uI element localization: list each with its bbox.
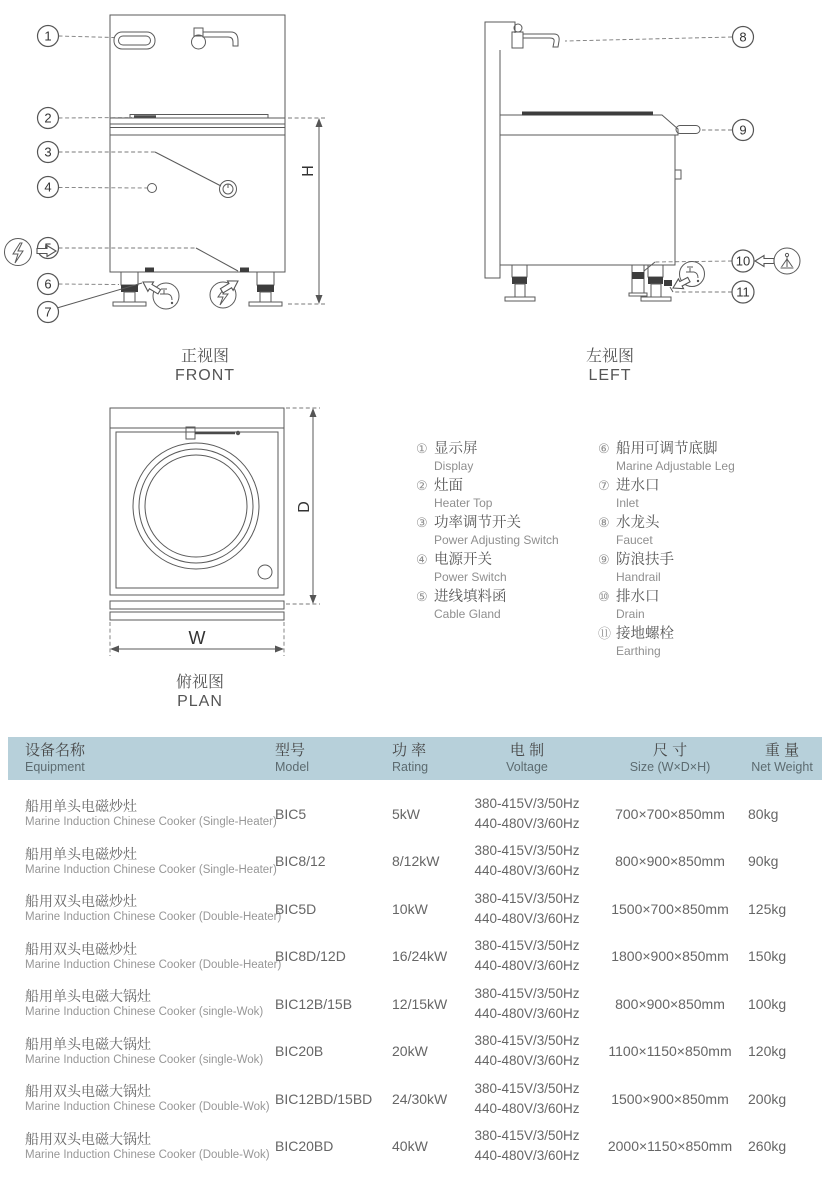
size-value: 1500×900×850mm xyxy=(611,1090,729,1107)
callout-10 xyxy=(732,250,754,272)
legend-item-power-adjusting-switch xyxy=(416,514,559,551)
callout-9 xyxy=(733,120,754,141)
table-row xyxy=(8,790,822,838)
plan-caption-en: PLAN xyxy=(177,693,223,710)
front-view-caption xyxy=(120,347,290,386)
legend-en: Inlet xyxy=(616,496,639,510)
table-row xyxy=(8,980,822,1028)
voltage-line-1: 380-415V/3/50Hz xyxy=(474,985,580,1001)
table-row xyxy=(8,838,822,886)
col-voltage-en: Voltage xyxy=(506,760,548,774)
front-legs xyxy=(113,268,282,307)
legend-zh: 接地螺栓 xyxy=(616,626,674,642)
faucet-front xyxy=(192,28,239,49)
svg-text:3: 3 xyxy=(44,144,52,160)
col-weight-zh: 重 量 xyxy=(764,742,800,759)
dim-d-label: D xyxy=(296,501,313,513)
weight-value: 90kg xyxy=(748,853,779,870)
plan-knob xyxy=(258,565,272,579)
dim-w-label: W xyxy=(188,628,206,648)
equipment-name-zh: 船用单头电磁大锅灶 xyxy=(25,988,151,1005)
voltage-line-2: 440-480V/3/60Hz xyxy=(474,863,580,879)
legend-zh: 船用可调节底脚 xyxy=(616,441,718,457)
callout-1 xyxy=(38,26,59,47)
col-voltage-zh: 电 制 xyxy=(509,742,545,759)
earthing-bolt xyxy=(664,280,672,286)
voltage-line-1: 380-415V/3/50Hz xyxy=(474,1033,580,1049)
handrail xyxy=(676,126,700,134)
equipment-name-en: Marine Induction Chinese Cooker (Single-Heater) xyxy=(25,863,277,876)
spec-table-header xyxy=(8,737,822,780)
faucet-side xyxy=(512,24,559,48)
voltage-line-2: 440-480V/3/60Hz xyxy=(474,910,580,926)
equipment-name-zh: 船用单头电磁炒灶 xyxy=(25,845,137,862)
legend-zh: 灶面 xyxy=(434,478,463,494)
col-size-zh: 尺 寸 xyxy=(652,742,688,759)
legend-en: Marine Adjustable Leg xyxy=(616,459,735,473)
weight-value: 80kg xyxy=(748,805,779,822)
legend-en: Power Adjusting Switch xyxy=(434,533,559,547)
rating-value: 24/30kW xyxy=(392,1090,448,1107)
legend-column-2 xyxy=(598,440,735,662)
height-dimension xyxy=(288,118,326,304)
weight-value: 150kg xyxy=(748,948,787,965)
callout-3 xyxy=(38,142,59,163)
plan-outline xyxy=(110,408,284,620)
legend-item-earthing xyxy=(598,625,735,662)
cable-gland-leader xyxy=(196,248,238,271)
col-model-zh: 型号 xyxy=(275,742,306,759)
col-size-en: Size (W×D×H) xyxy=(629,760,711,774)
model-value: BIC8D/12D xyxy=(275,948,346,965)
rating-value: 10kW xyxy=(392,900,428,917)
equipment-name-zh: 船用双头电磁大锅灶 xyxy=(25,1083,151,1100)
voltage-line-1: 380-415V/3/50Hz xyxy=(474,938,580,954)
front-leader-lines xyxy=(57,36,196,308)
size-value: 1500×700×850mm xyxy=(611,900,729,917)
legend-en: Cable Gland xyxy=(434,607,501,621)
svg-text:6: 6 xyxy=(44,276,52,292)
depth-dimension xyxy=(286,408,320,604)
equipment-name-zh: 船用单头电磁炒灶 xyxy=(25,798,137,815)
legend-zh: 进水口 xyxy=(616,478,660,494)
voltage-line-2: 440-480V/3/60Hz xyxy=(474,1148,580,1164)
size-value: 2000×1150×850mm xyxy=(607,1138,733,1155)
legend-item-power-switch xyxy=(416,551,559,588)
weight-value: 100kg xyxy=(748,995,787,1012)
voltage-line-2: 440-480V/3/60Hz xyxy=(474,815,580,831)
front-cooker-outline xyxy=(110,15,285,272)
equipment-name-en: Marine Induction Chinese Cooker (Double-Heater) xyxy=(25,958,282,971)
callout-4 xyxy=(38,177,59,198)
model-value: BIC5D xyxy=(275,900,317,917)
left-leader-lines xyxy=(565,37,732,292)
voltage-value xyxy=(456,889,598,929)
rating-value: 8/12kW xyxy=(392,853,440,870)
rating-value: 5kW xyxy=(392,805,420,822)
legend-zh: 水龙头 xyxy=(616,515,660,531)
equipment-name-en: Marine Induction Chinese Cooker (Double-Wok) xyxy=(25,1148,270,1161)
legend-en: Earthing xyxy=(616,644,661,658)
voltage-line-1: 380-415V/3/50Hz xyxy=(474,1128,580,1144)
legend-item-heater-top xyxy=(416,477,559,514)
table-row xyxy=(8,1123,822,1171)
circled-number-icon: ④ xyxy=(416,552,428,567)
rating-value: 12/15kW xyxy=(392,995,448,1012)
left-caption-en: LEFT xyxy=(588,367,632,384)
size-value: 700×700×850mm xyxy=(615,805,725,822)
width-dimension xyxy=(110,622,284,656)
weight-value: 260kg xyxy=(748,1138,787,1155)
voltage-value xyxy=(456,1126,598,1166)
voltage-value xyxy=(456,1079,598,1119)
voltage-value xyxy=(456,841,598,881)
spec-table xyxy=(8,737,822,1170)
svg-text:9: 9 xyxy=(739,122,747,138)
equipment-name-en: Marine Induction Chinese Cooker (Single-Heater) xyxy=(25,816,277,829)
equipment-name-zh: 船用双头电磁炒灶 xyxy=(25,940,137,957)
model-value: BIC12BD/15BD xyxy=(275,1090,373,1107)
col-weight-en: Net Weight xyxy=(751,760,813,774)
legend-zh: 排水口 xyxy=(616,589,660,605)
front-caption-zh: 正视图 xyxy=(180,348,229,365)
svg-text:10: 10 xyxy=(735,253,751,269)
circled-number-icon: ⑦ xyxy=(598,478,610,493)
legend-zh: 显示屏 xyxy=(434,441,478,457)
legend-item-display xyxy=(416,440,559,477)
col-equipment-en: Equipment xyxy=(25,760,85,774)
voltage-line-1: 380-415V/3/50Hz xyxy=(474,795,580,811)
rating-value: 16/24kW xyxy=(392,948,448,965)
legend-item-handrail xyxy=(598,551,735,588)
left-caption-zh: 左视图 xyxy=(585,348,634,365)
legend-en: Drain xyxy=(616,607,645,621)
callout-2 xyxy=(38,108,59,129)
left-body xyxy=(500,135,681,265)
size-value: 1800×900×850mm xyxy=(611,948,729,965)
drain-pipe xyxy=(629,265,647,296)
circled-number-icon: ⑧ xyxy=(598,515,610,530)
legend-en: Power Switch xyxy=(434,570,507,584)
legend-en: Faucet xyxy=(616,533,653,547)
voltage-line-1: 380-415V/3/50Hz xyxy=(474,843,580,859)
col-equipment-zh: 设备名称 xyxy=(25,742,86,759)
legend-zh: 功率调节开关 xyxy=(434,515,521,531)
equipment-name-zh: 船用双头电磁大锅灶 xyxy=(25,1130,151,1147)
voltage-line-2: 440-480V/3/60Hz xyxy=(474,958,580,974)
display-slot xyxy=(114,32,155,49)
water-outlet-icon xyxy=(670,262,704,293)
model-value: BIC5 xyxy=(275,805,307,822)
voltage-value xyxy=(456,984,598,1024)
voltage-value xyxy=(456,1031,598,1071)
equipment-name-zh: 船用双头电磁炒灶 xyxy=(25,893,137,910)
legend-zh: 防浪扶手 xyxy=(616,552,674,568)
callout-6 xyxy=(38,274,59,295)
power-adjusting-knob xyxy=(155,152,237,198)
weight-value: 120kg xyxy=(748,1043,787,1060)
callout-11 xyxy=(732,281,754,303)
spec-table-body xyxy=(8,790,822,1170)
countertop-side xyxy=(500,112,678,136)
circled-number-icon: ② xyxy=(416,478,428,493)
size-value: 800×900×850mm xyxy=(615,995,725,1012)
circled-number-icon: ③ xyxy=(416,515,428,530)
drain-connection-icon xyxy=(755,248,800,274)
legend-en: Display xyxy=(434,459,474,473)
table-row xyxy=(8,1028,822,1076)
voltage-line-1: 380-415V/3/50Hz xyxy=(474,890,580,906)
equipment-name-en: Marine Induction Chinese Cooker (single-Wok) xyxy=(25,1006,264,1019)
plan-handle xyxy=(186,427,240,439)
power-connection-icon xyxy=(210,276,241,308)
circled-number-icon: ⑥ xyxy=(598,441,610,456)
legend-en: Heater Top xyxy=(434,496,493,510)
equipment-name-en: Marine Induction Chinese Cooker (Double-Wok) xyxy=(25,1101,270,1114)
size-value: 1100×1150×850mm xyxy=(608,1043,732,1060)
legend-item-adjustable-leg xyxy=(598,440,735,477)
wok-rings xyxy=(133,443,259,569)
plan-view-drawing xyxy=(80,400,420,670)
legend-item-faucet xyxy=(598,514,735,551)
callout-8 xyxy=(733,27,754,48)
voltage-line-2: 440-480V/3/60Hz xyxy=(474,1100,580,1116)
svg-text:8: 8 xyxy=(739,29,747,45)
left-view-caption xyxy=(525,347,695,386)
power-switch xyxy=(148,184,157,193)
svg-text:1: 1 xyxy=(44,28,52,44)
table-row xyxy=(8,1075,822,1123)
svg-text:4: 4 xyxy=(44,179,52,195)
circled-number-icon: ⑨ xyxy=(598,552,610,567)
circled-number-icon: ⑪ xyxy=(598,626,612,641)
svg-text:7: 7 xyxy=(44,304,52,320)
voltage-line-2: 440-480V/3/60Hz xyxy=(474,1053,580,1069)
equipment-name-en: Marine Induction Chinese Cooker (single-Wok) xyxy=(25,1053,264,1066)
size-value: 800×900×850mm xyxy=(615,853,725,870)
circled-number-icon: ⑩ xyxy=(598,589,610,604)
front-caption-en: FRONT xyxy=(174,367,236,384)
svg-text:11: 11 xyxy=(736,284,750,300)
model-value: BIC20BD xyxy=(275,1138,334,1155)
left-view-drawing xyxy=(415,0,830,345)
voltage-line-2: 440-480V/3/60Hz xyxy=(474,1005,580,1021)
col-rating-zh: 功 率 xyxy=(392,742,427,759)
circled-number-icon: ① xyxy=(416,441,428,456)
legend-column-1 xyxy=(416,440,559,625)
voltage-value xyxy=(456,936,598,976)
col-rating-en: Rating xyxy=(392,760,429,774)
callout-7 xyxy=(38,302,59,323)
legend-en: Handrail xyxy=(616,570,661,584)
legend-item-cable-gland xyxy=(416,588,559,625)
weight-value: 200kg xyxy=(748,1090,787,1107)
front-view-drawing xyxy=(0,0,415,345)
equipment-name-zh: 船用单头电磁大锅灶 xyxy=(25,1035,151,1052)
model-value: BIC12B/15B xyxy=(275,995,353,1012)
model-value: BIC20B xyxy=(275,1043,324,1060)
legend-zh: 进线填料函 xyxy=(434,589,507,605)
plan-caption-zh: 俯视图 xyxy=(175,674,224,691)
svg-text:2: 2 xyxy=(44,110,52,126)
legend-item-inlet xyxy=(598,477,735,514)
plan-view-caption xyxy=(115,673,285,712)
dim-h-label: H xyxy=(300,165,317,177)
col-model-en: Model xyxy=(275,760,310,774)
rating-value: 40kW xyxy=(392,1138,428,1155)
equipment-name-en: Marine Induction Chinese Cooker (Double-Heater) xyxy=(25,911,282,924)
model-value: BIC8/12 xyxy=(275,853,326,870)
voltage-value xyxy=(456,794,598,834)
voltage-line-1: 380-415V/3/50Hz xyxy=(474,1080,580,1096)
table-row xyxy=(8,933,822,981)
circled-number-icon: ⑤ xyxy=(416,589,428,604)
rating-value: 20kW xyxy=(392,1043,428,1060)
weight-value: 125kg xyxy=(748,900,787,917)
table-row xyxy=(8,885,822,933)
legend-item-drain xyxy=(598,588,735,625)
legend-zh: 电源开关 xyxy=(434,552,492,568)
